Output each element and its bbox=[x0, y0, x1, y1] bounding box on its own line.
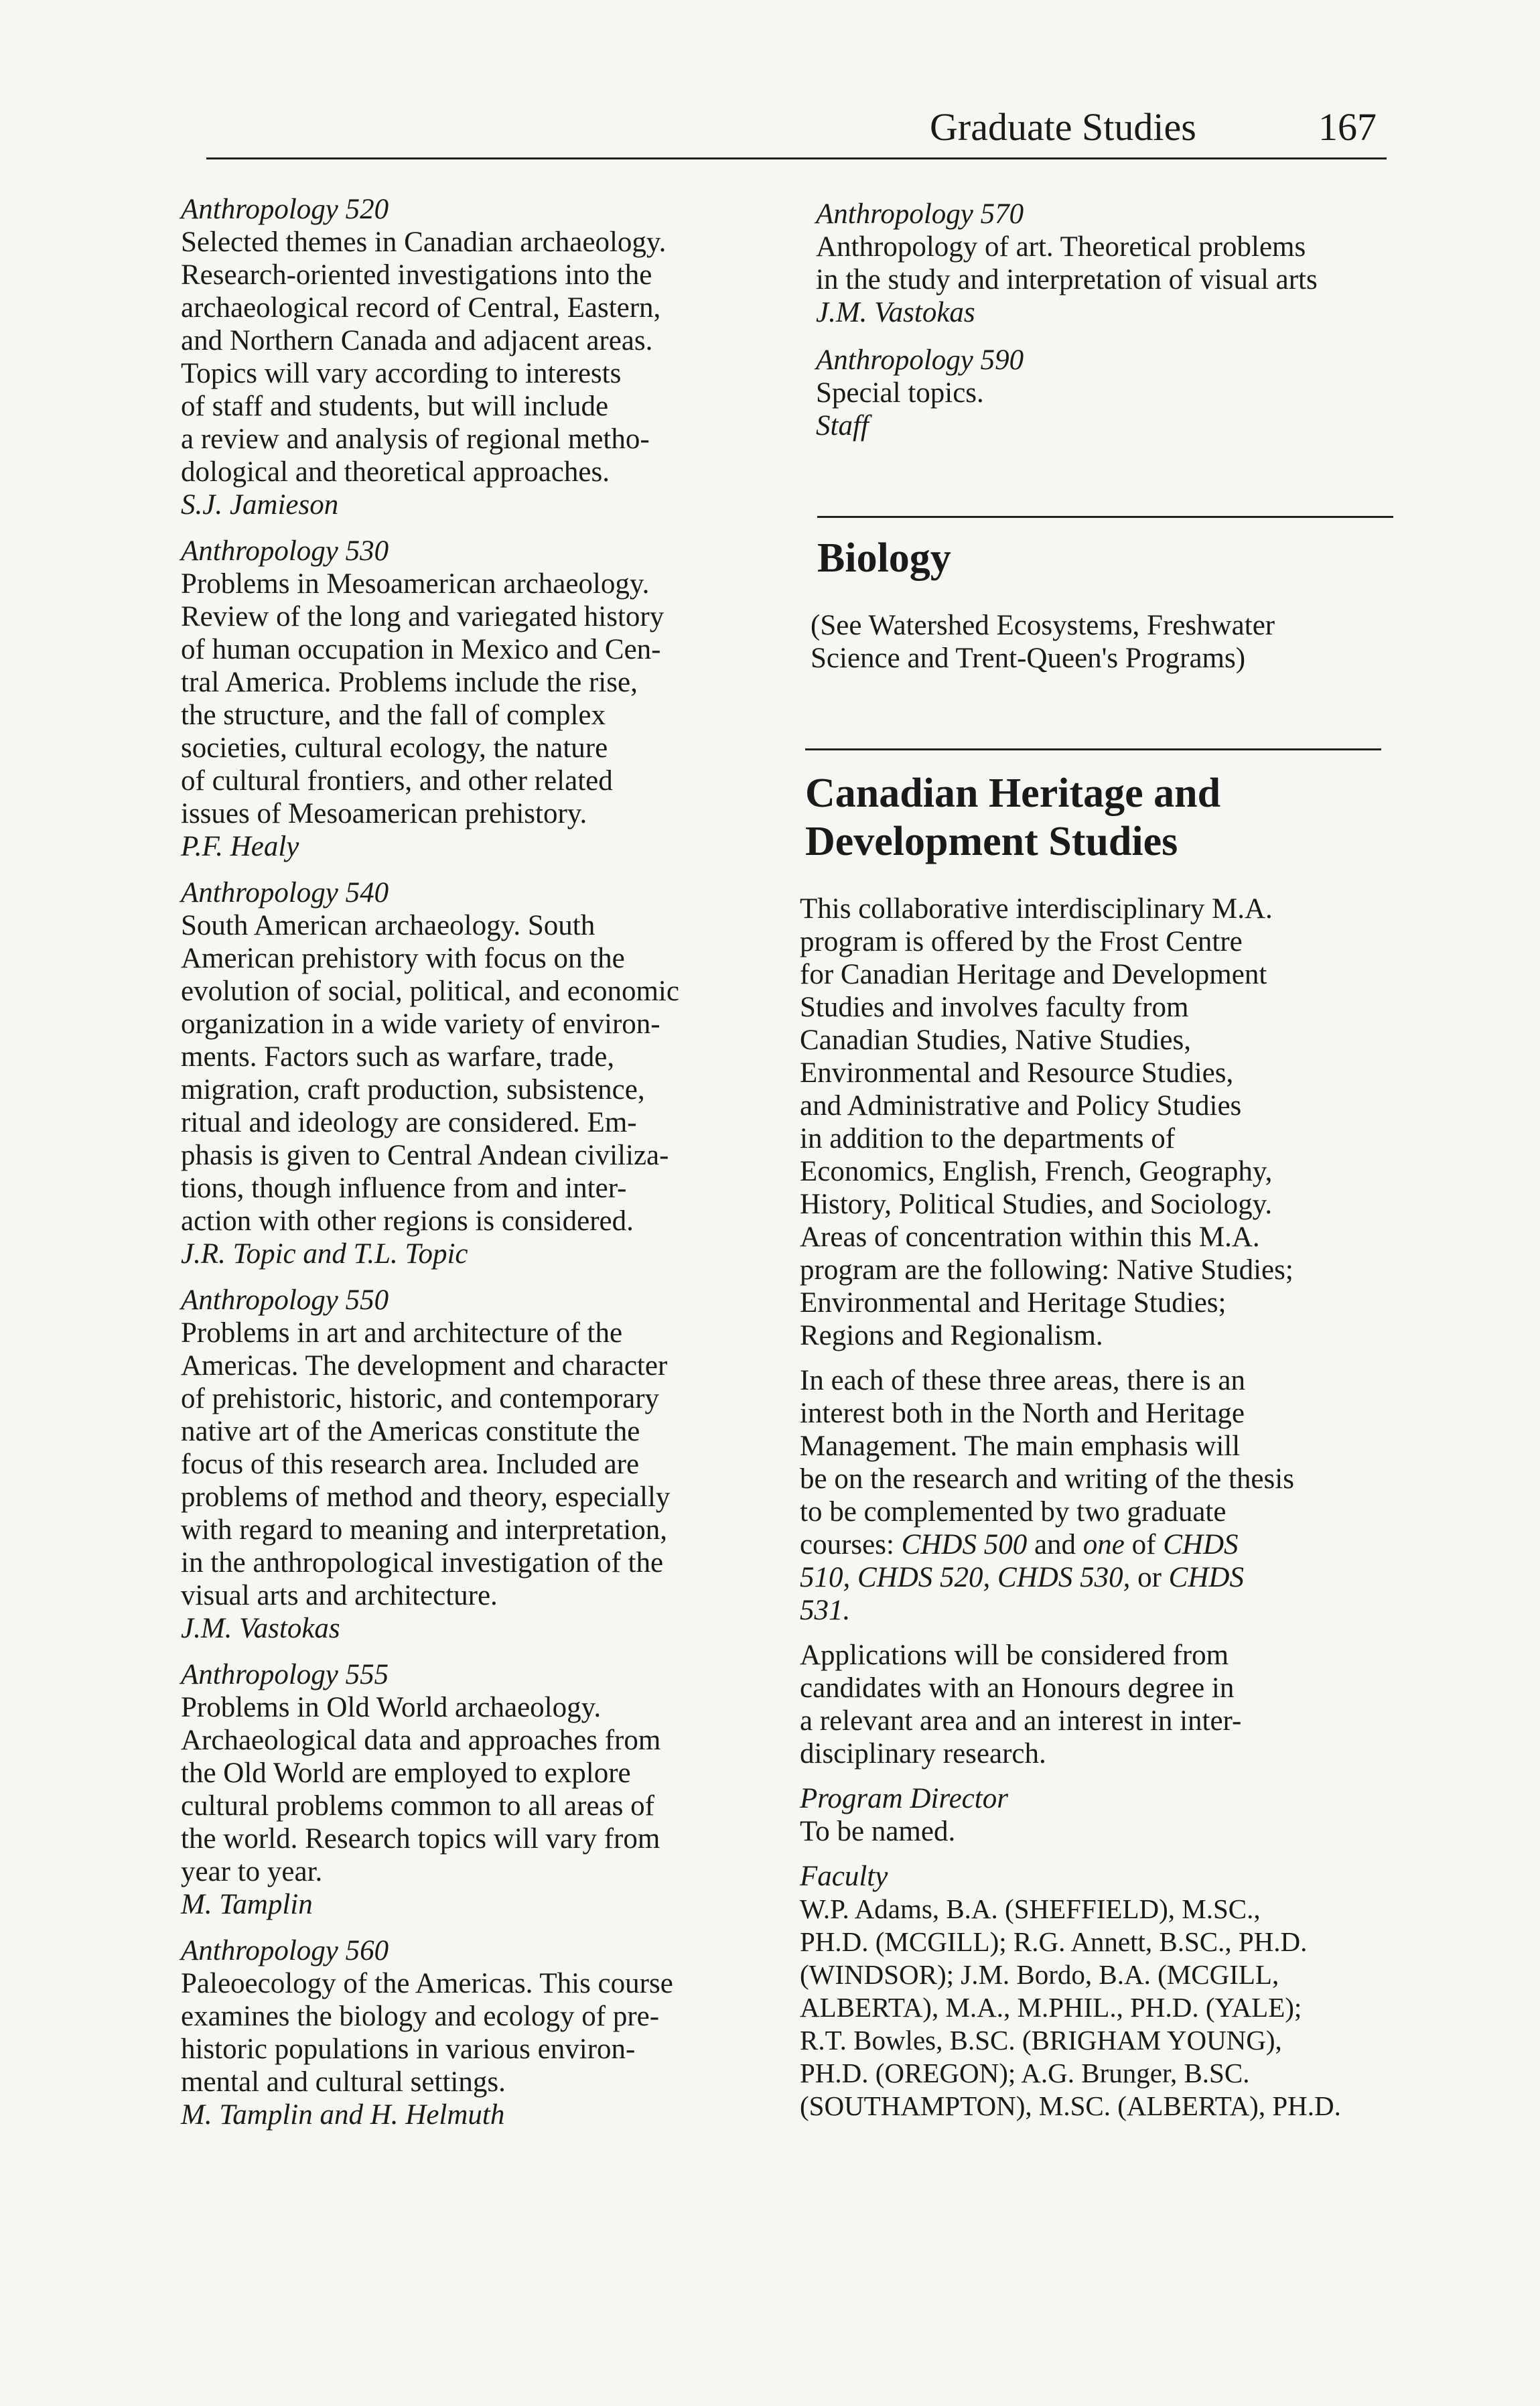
course-instructor: M. Tamplin and H. Helmuth bbox=[181, 2099, 505, 2131]
course-entry bbox=[816, 344, 1387, 442]
section-heading-canadian-heritage: Canadian Heritage and Development Studies bbox=[805, 771, 1221, 864]
course-instructor: J.M. Vastokas bbox=[181, 1613, 340, 1644]
course-description: Paleoecology of the Americas. This course examines the biology and ecology of pre- historic populations in various environ- mental and cultural settings. bbox=[181, 1968, 673, 2098]
course-description: Anthropology of art. Theoretical problems in the study and interpretation of visual arts bbox=[816, 231, 1318, 295]
course-description: Problems in Old World archaeology. Archaeological data and approaches from the Old World are employed to explore cultural problems common to all areas of the world. Research topics will vary from year to year. bbox=[181, 1692, 661, 1887]
course-entry bbox=[181, 535, 770, 863]
header-rule bbox=[206, 157, 1387, 159]
program-director-value: To be named. bbox=[800, 1816, 956, 1847]
requirements-emphasis: one bbox=[1082, 1529, 1125, 1560]
program-director-label: Program Director bbox=[800, 1783, 1008, 1814]
section-heading-biology: Biology bbox=[817, 535, 951, 581]
course-title: Anthropology 530 bbox=[181, 535, 389, 567]
course-code: CHDS 500 bbox=[901, 1529, 1028, 1560]
course-instructor: J.M. Vastokas bbox=[816, 297, 975, 328]
section-title: Graduate Studies bbox=[930, 105, 1196, 149]
course-instructor: Staff bbox=[816, 410, 869, 442]
course-instructor: P.F. Healy bbox=[181, 831, 299, 862]
course-title: Anthropology 540 bbox=[181, 877, 389, 909]
course-title: Anthropology 555 bbox=[181, 1659, 389, 1690]
course-entry bbox=[181, 193, 770, 521]
course-code: CHDS 510, CHDS 520, CHDS 530, bbox=[800, 1529, 1239, 1593]
course-entry bbox=[816, 198, 1387, 329]
course-instructor: J.R. Topic and T.L. Topic bbox=[181, 1238, 468, 1270]
requirements-text: In each of these three areas, there is an interest both in the North and Heritage Management. The main emphasis will be on the research and writing of the thesis to be complemented by two graduate courses: bbox=[800, 1365, 1294, 1560]
biology-note: (See Watershed Ecosystems, Freshwater Science and Trent-Queen's Programs) bbox=[811, 610, 1275, 674]
program-requirements bbox=[800, 1364, 1387, 1627]
running-header bbox=[0, 101, 1387, 154]
requirements-text: of bbox=[1124, 1529, 1164, 1560]
course-instructor: S.J. Jamieson bbox=[181, 489, 339, 521]
course-title: Anthropology 570 bbox=[816, 198, 1024, 230]
course-instructor: M. Tamplin bbox=[181, 1889, 313, 1920]
course-title: Anthropology 560 bbox=[181, 1935, 389, 1966]
course-title: Anthropology 590 bbox=[816, 344, 1024, 376]
course-title: Anthropology 520 bbox=[181, 194, 389, 225]
right-column bbox=[790, 198, 1387, 2123]
course-code: CHDS 531. bbox=[800, 1562, 1244, 1626]
course-description: South American archaeology. South American prehistory with focus on the evolution of social, political, and economic organization in a wide variety of environ- ments. Factors such as warfare, trade, migration, craft production, subsistence, ritual and ideology are considered. Em- phasis is given to Central Andean civiliza- tions, though influence from and inter- action with other regions is considered. bbox=[181, 910, 679, 1237]
course-title: Anthropology 550 bbox=[181, 1284, 389, 1316]
canadian-heritage-body bbox=[800, 892, 1387, 2123]
course-description: Special topics. bbox=[816, 377, 984, 409]
section-rule bbox=[805, 748, 1381, 750]
faculty-list: W.P. Adams, B.A. (SHEFFIELD), M.SC., PH.D. (MCGILL); R.G. Annett, B.SC., PH.D. (WINDSOR); J.M. Bordo, B.A. (MCGILL, ALBERTA), M.A., M.PHIL., PH.D. (YALE); R.T. Bowles, B.SC. (BRIGHAM YOUNG), PH.D. (OREGON); A.G. Brunger, B.SC. (SOUTHAMPTON), M.SC. (ALBERTA), PH.D. bbox=[800, 1893, 1341, 2121]
program-description: This collaborative interdisciplinary M.A. program is offered by the Frost Centre for Canadian Heritage and Development Studies and involves faculty from Canadian Studies, Native Studies, Environmental and Resource Studies, and Administrative and Policy Studies in addition to the departments of Economics, English, French, Geography, History, Political Studies, and Sociology. Areas of concentration within this M.A. program are the following: Native Studies; Environmental and Heritage Studies; Regions and Regionalism. bbox=[800, 893, 1293, 1351]
page-number: 167 bbox=[1318, 105, 1377, 149]
course-entry bbox=[181, 1284, 770, 1645]
course-entry bbox=[181, 1658, 770, 1921]
course-description: Selected themes in Canadian archaeology. Research-oriented investigations into the archaeological record of Central, Eastern, and Northern Canada and adjacent areas. Topics will vary according to interests of staff and students, but will include a review and analysis of regional metho- dological and theoretical approaches. bbox=[181, 226, 667, 488]
course-description: Problems in Mesoamerican archaeology. Review of the long and variegated history of human occupation in Mexico and Cen- tral America. Problems include the rise, the structure, and the fall of complex societies, cultural ecology, the nature of cultural frontiers, and other related issues of Mesoamerican prehistory. bbox=[181, 568, 664, 829]
left-column bbox=[181, 193, 770, 2145]
course-entry bbox=[181, 1934, 770, 2131]
course-entry bbox=[181, 876, 770, 1270]
course-description: Problems in art and architecture of the Americas. The development and character of prehistoric, historic, and contemporary native art of the Americas constitute the focus of this research area. Included are problems of method and theory, especially with regard to meaning and interpretation, in the anthropological investigation of the visual arts and architecture. bbox=[181, 1317, 671, 1611]
faculty-label: Faculty bbox=[800, 1861, 888, 1892]
section-rule bbox=[817, 516, 1393, 518]
requirements-text: and bbox=[1027, 1529, 1083, 1560]
requirements-text: or bbox=[1130, 1562, 1169, 1593]
admission-text: Applications will be considered from candidates with an Honours degree in a relevant area and an interest in inter- disciplinary research. bbox=[800, 1640, 1242, 1769]
